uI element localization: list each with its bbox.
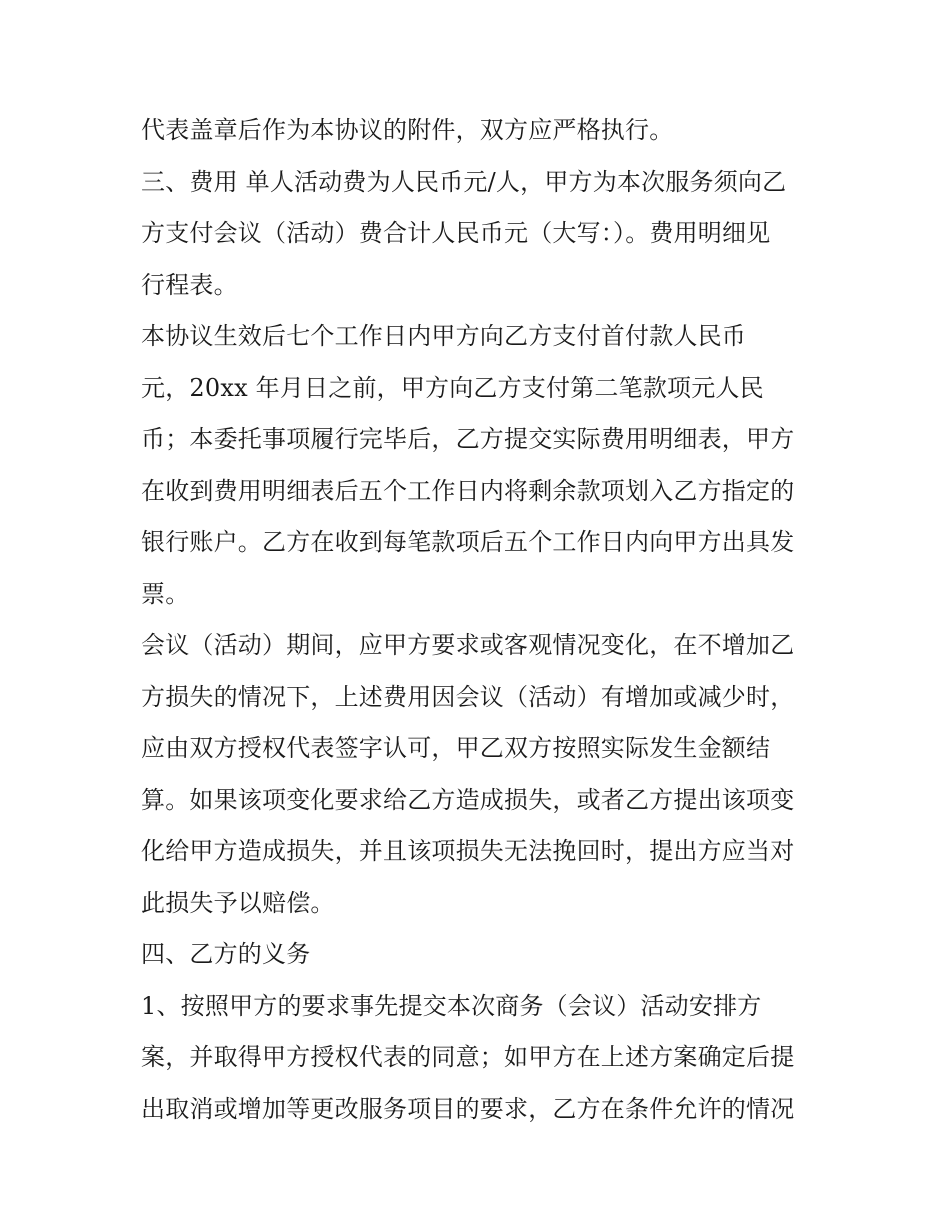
text-line: 行程表。	[141, 270, 238, 299]
text-line: 票。	[141, 579, 190, 608]
text-line: 案，并取得甲方授权代表的同意；如甲方在上述方案确定后提	[141, 1043, 795, 1071]
text-line: 出取消或增加等更改服务项目的要求，乙方在条件允许的情况	[141, 1094, 795, 1123]
section-four-heading: 四、乙方的义务	[141, 940, 311, 968]
text-line: 此损失予以赔偿。	[141, 888, 335, 917]
text-line: 在收到费用明细表后五个工作日内将剩余款项划入乙方指定的	[141, 476, 795, 505]
text-line: 代表盖章后作为本协议的附件，双方应严格执行。	[141, 116, 674, 144]
text-line: 1、按照甲方的要求事先提交本次商务（会议）活动安排方	[141, 991, 762, 1020]
text-line: 算。如果该项变化要求给乙方造成损失，或者乙方提出该项变	[141, 785, 795, 814]
text-line: 方支付会议（活动）费合计人民币元（大写：）。费用明细见	[141, 219, 771, 247]
text-line: 方损失的情况下，上述费用因会议（活动）有增加或减少时，	[141, 682, 795, 711]
text-line: 币；本委托事项履行完毕后，乙方提交实际费用明细表，甲方	[141, 425, 795, 453]
text-line: 元，20xx 年月日之前，甲方向乙方支付第二笔款项元人民	[141, 373, 764, 402]
text-line: 本协议生效后七个工作日内甲方向乙方支付首付款人民币	[141, 322, 746, 350]
text-line: 化给甲方造成损失，并且该项损失无法挽回时，提出方应当对	[141, 837, 795, 865]
document-body	[141, 108, 821, 1138]
text-line: 应由双方授权代表签字认可，甲乙双方按照实际发生金额结	[141, 734, 771, 762]
section-three-heading-line: 三、费用 单人活动费为人民币元/人，甲方为本次服务须向乙	[141, 167, 787, 196]
text-line: 银行账户。乙方在收到每笔款项后五个工作日内向甲方出具发	[141, 528, 795, 556]
text-line: 会议（活动）期间，应甲方要求或客观情况变化，在不增加乙	[141, 631, 795, 659]
